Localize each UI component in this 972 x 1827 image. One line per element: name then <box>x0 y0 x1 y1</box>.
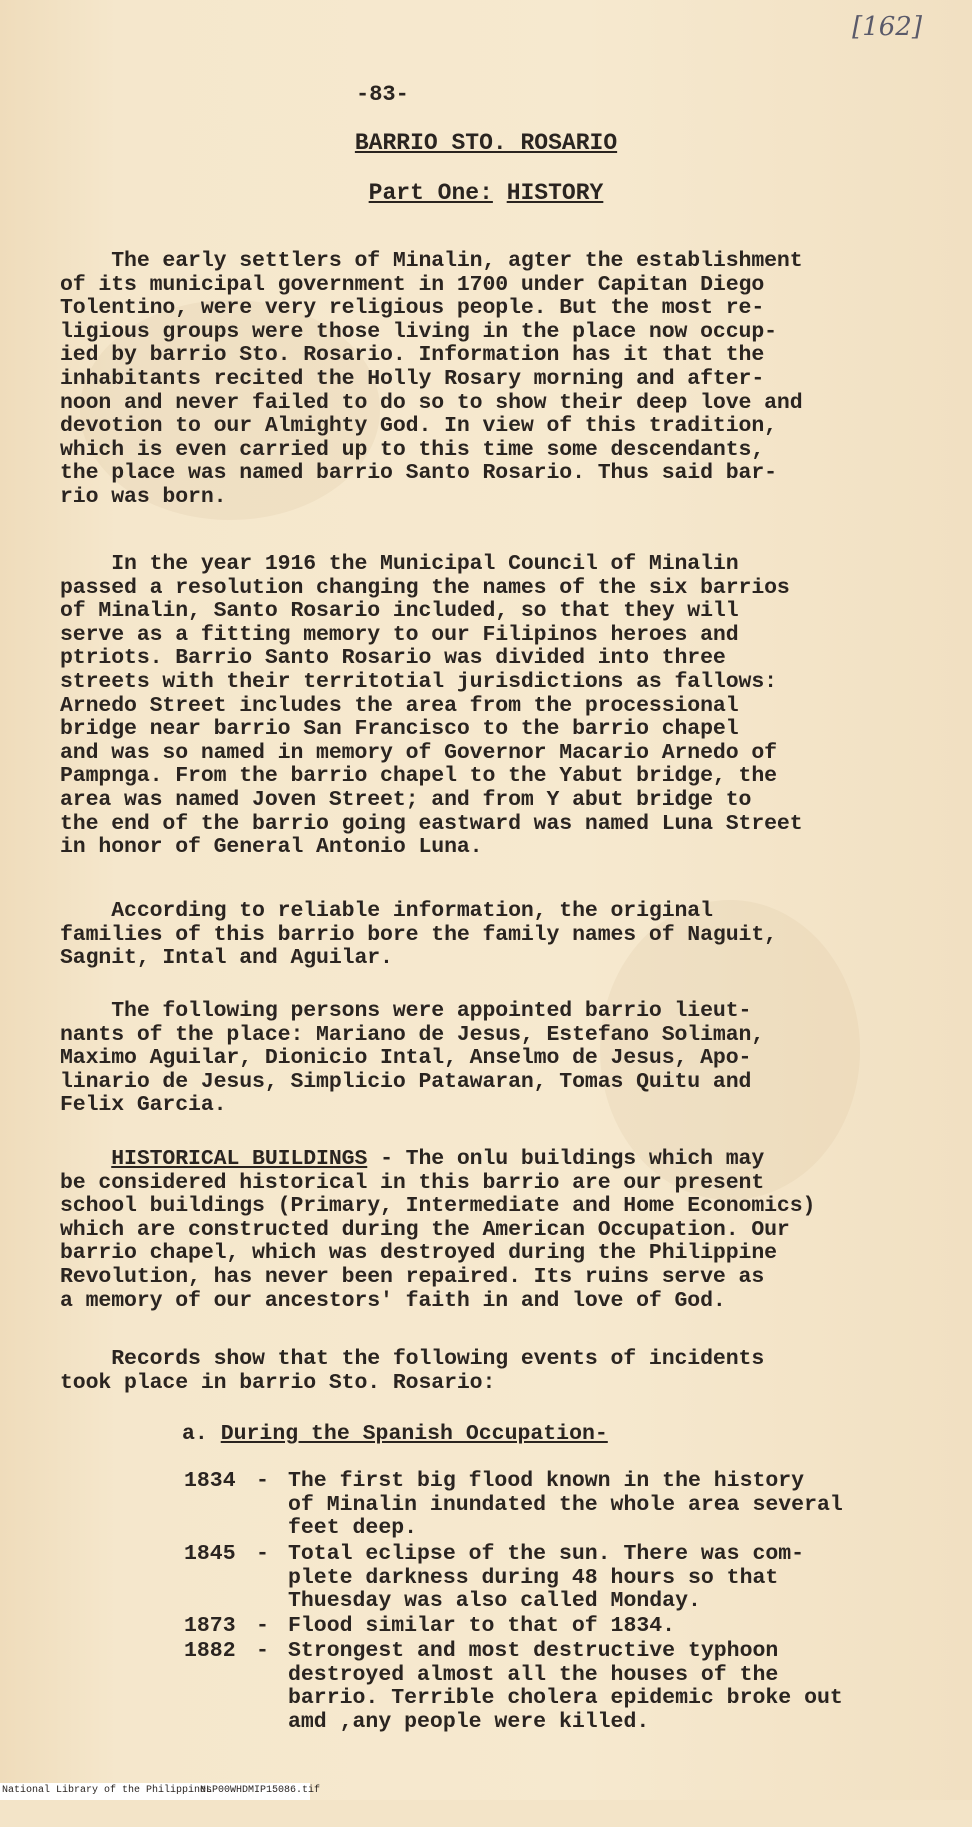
historical-buildings-lead: - The onlu buildings which may <box>367 1147 765 1171</box>
page-number: -83- <box>356 82 409 107</box>
paragraph-families: According to reliable information, the original families of this barrio bore the family names of Naguit, Sagnit, Intal and Aguilar. <box>60 899 777 971</box>
event-text: Flood similar to that of 1834. <box>288 1614 676 1638</box>
footer-filename: NLP00WHDMIP15086.tif <box>200 1785 321 1796</box>
title-text: BARRIO STO. ROSARIO <box>354 130 618 156</box>
event-dash: - <box>256 1614 269 1638</box>
paragraph-streets: In the year 1916 the Municipal Council of Minalin passed a resolution changing the names of the six barrios of Minalin, Santo Rosario included, so that they will serve as a fitting memory to our Filipinos heroes and ptriots. Barrio Santo Rosario was divided into three streets with their territotial jurisdictions as fallows: Arnedo Street includes the area from the processional bridge near barrio San Francisco to the barrio chapel and was so named in memory of Governor Macario Arnedo of Pampnga. From the barrio chapel to the Yabut bridge, the area was named Joven Street; and from Y abut bridge to the end of the barrio going eastward was named Luna Street in honor of General Antonio Luna. <box>60 552 803 860</box>
paragraph-historical-buildings <box>60 1148 940 1313</box>
part-heading-text: HISTORY <box>506 180 604 206</box>
event-year: 1834 <box>184 1469 236 1493</box>
event-dash: - <box>256 1639 269 1663</box>
section-spanish-occupation <box>182 1422 608 1446</box>
historical-buildings-body: be considered historical in this barrio are our present school buildings (Primary, Intermediate and Home Economics) which are constructed during the American Occupation. Our barrio chapel, which was destroyed during the Philippine Revolution, has never been repaired. Its ruins serve as a memory of our ancestors' faith in and love of God. <box>60 1170 816 1313</box>
event-year: 1882 <box>184 1639 236 1663</box>
paragraph-records: Records show that the following events of incidents took place in barrio Sto. Rosario: <box>60 1347 765 1395</box>
event-text: The first big flood known in the history of Minalin inundated the whole area several feet deep. <box>288 1469 843 1541</box>
paragraph-origin: The early settlers of Minalin, agter the establishment of its municipal government in 1700 under Capitan Diego Tolentino, were very religious people. But the most re- ligious groups were those living in the place now occup- ied by barrio Sto. Rosario. Information has it that the inhabitants recited the Holly Rosary morning and after- noon and never failed to do so to show their deep love and devotion to our Almighty God. In view of this tradition, which is even carried up to this time some descendants, the place was named barrio Santo Rosario. Thus said bar- rio was born. <box>60 249 803 509</box>
handwritten-page-note: [162] <box>852 12 922 42</box>
footer-library: National Library of the Philippines <box>2 1785 213 1796</box>
event-year: 1873 <box>184 1614 236 1638</box>
part-heading <box>0 180 972 206</box>
event-year: 1845 <box>184 1542 236 1566</box>
document-title <box>0 130 972 156</box>
event-dash: - <box>256 1469 269 1493</box>
paragraph-lieutenants: The following persons were appointed barrio lieut- nants of the place: Mariano de Jesus, Estefano Soliman, Maximo Aguilar, Dionicio Intal, Anselmo de Jesus, Apo- linario de Jesus, Simplicio Patawaran, Tomas Quitu and Felix Garcia. <box>60 999 765 1118</box>
section-label: a. <box>182 1422 208 1446</box>
part-label: Part One: <box>368 180 493 206</box>
event-text: Total eclipse of the sun. There was com- plete darkness during 48 hours so that Thuesday was also called Monday. <box>288 1542 805 1614</box>
event-dash: - <box>256 1542 269 1566</box>
section-heading: During the Spanish Occupation- <box>220 1422 608 1446</box>
historical-buildings-heading: HISTORICAL BUILDINGS <box>111 1147 368 1171</box>
event-text: Strongest and most destructive typhoon destroyed almost all the houses of the barrio. Terrible cholera epidemic broke out amd ,any people were killed. <box>288 1639 843 1734</box>
scan-footer <box>0 1783 321 1800</box>
